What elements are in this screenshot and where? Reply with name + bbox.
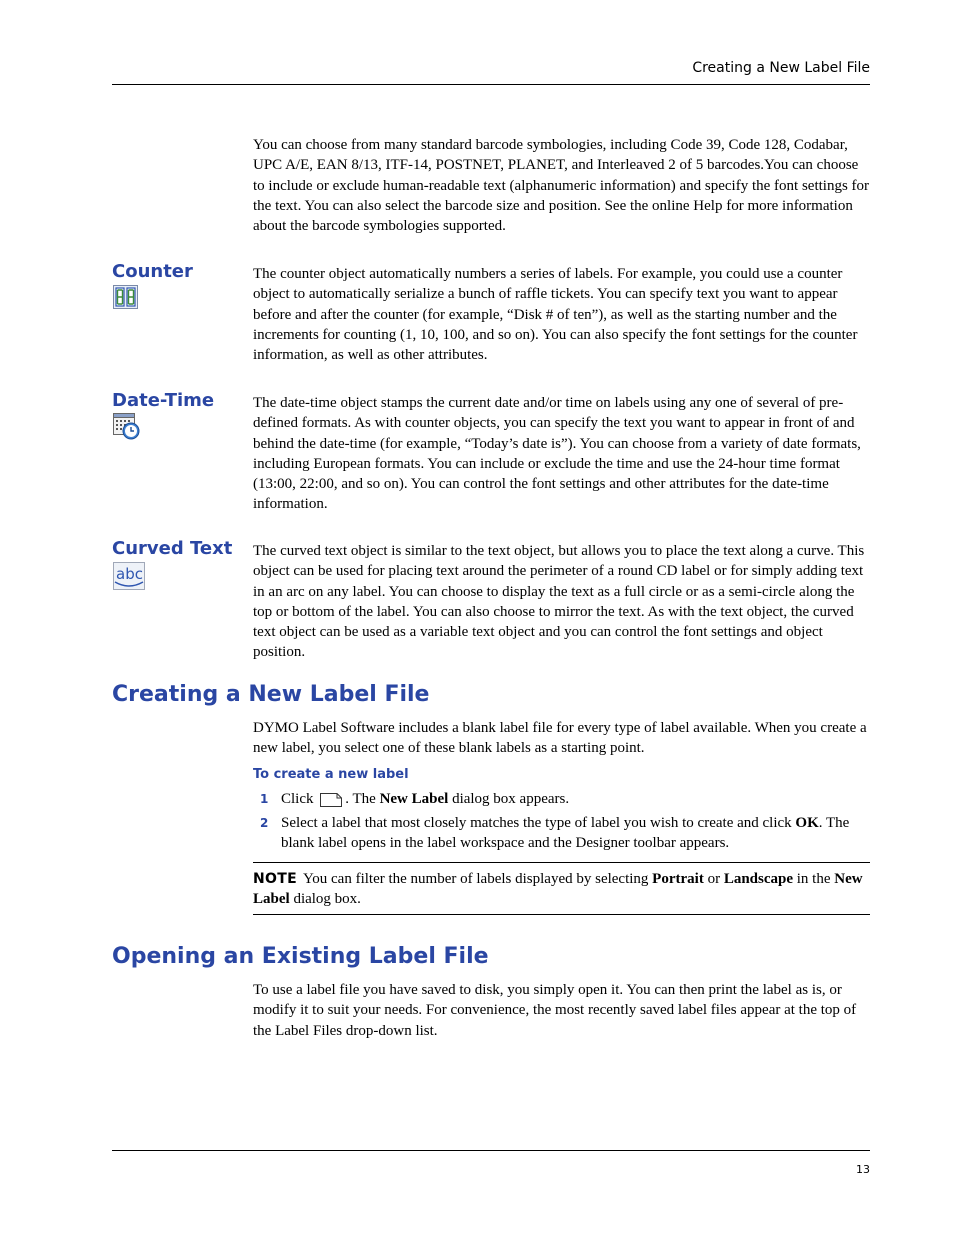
step-1-number: 1 xyxy=(260,792,269,806)
page-number: 13 xyxy=(856,1163,870,1176)
counter-paragraph: The counter object automatically numbers a series of labels. For example, you could use a counter object to automatically serialize a bunch of raffle tickets. You can specify text you want to appear before and after the counter (for example, “Disk # of ten”), as well as the starting number and the increments for counting (1, 10, 100, and so on). You can also specify the font settings for the counter information, as well as other attributes. xyxy=(253,266,858,364)
date-time-icon xyxy=(113,413,141,441)
opening-label-paragraph: To use a label file you have saved to disk, you simply open it. You can then print the label as is, or modify it to suit your needs. For convenience, the most recently saved label files appear at the top of the Label Files drop-down list. xyxy=(253,982,857,1039)
creating-label-paragraph: DYMO Label Software includes a blank label file for every type of label available. When you create a new label, you select one of these blank labels as a starting point. xyxy=(253,720,867,757)
creating-label-heading: Creating a New Label File xyxy=(112,682,430,707)
curved-text-icon xyxy=(113,562,145,590)
note-label: NOTE xyxy=(253,871,297,887)
note-top-rule xyxy=(253,862,870,863)
step-2-number: 2 xyxy=(260,816,269,830)
svg-text:abc: abc xyxy=(116,565,143,583)
procedure-title: To create a new label xyxy=(253,767,409,782)
counter-heading: Counter xyxy=(112,261,193,282)
step-2-text: Select a label that most closely matches the type of label you wish to create and click OK. The blank label opens in the label workspace and the Designer toolbar appears. xyxy=(281,815,850,852)
opening-label-heading: Opening an Existing Label File xyxy=(112,944,489,969)
running-header: Creating a New Label File xyxy=(692,60,870,76)
note-paragraph: NOTE You can filter the number of labels displayed by selecting Portrait or Landscape in the New Label dialog box. xyxy=(253,871,863,908)
date-time-heading: Date-Time xyxy=(112,390,215,411)
counter-icon xyxy=(113,285,138,309)
header-rule xyxy=(112,84,870,85)
footer-rule xyxy=(112,1150,870,1151)
curved-text-heading: Curved Text xyxy=(112,538,233,559)
note-bottom-rule xyxy=(253,914,870,915)
date-time-paragraph: The date-time object stamps the current date and/or time on labels using any one of several of pre-defined formats. As with counter objects, you can specify the text you want to appear in front of and behind the date-time (for example, “Today’s date is”). You can choose from a variety of date formats, including European formats. You can include or exclude the time and use the 24-hour time format (13:00, 22:00, and so on). You can control the font settings and other attributes for the date-time information. xyxy=(253,395,861,513)
barcode-intro-paragraph: You can choose from many standard barcode symbologies, including Code 39, Code 128, Codabar, UPC A/E, EAN 8/13, ITF-14, POSTNET, PLANET, and Interleaved 2 of 5 barcodes.You can choose to include or exclude human-readable text (alphanumeric information) and specify the font settings for the text. You can also select the barcode size and position. See the online Help for more information about the barcode symbologies supported. xyxy=(253,137,870,235)
new-label-icon xyxy=(319,792,343,808)
curved-text-paragraph: The curved text object is similar to the text object, but allows you to place the text along a curve. This object can be used for placing text around the perimeter of a round CD label or for simply adding text in an arc on any label. You can choose to display the text as a full circle or as a semi-circle along the top or bottom of the label. You can also choose to mirror the text. As with the text object, the curved text object can be used as a variable text object and you can control the font settings and object position. xyxy=(253,543,865,661)
step-1-text: Click . The New Label dialog box appears. xyxy=(281,791,570,807)
